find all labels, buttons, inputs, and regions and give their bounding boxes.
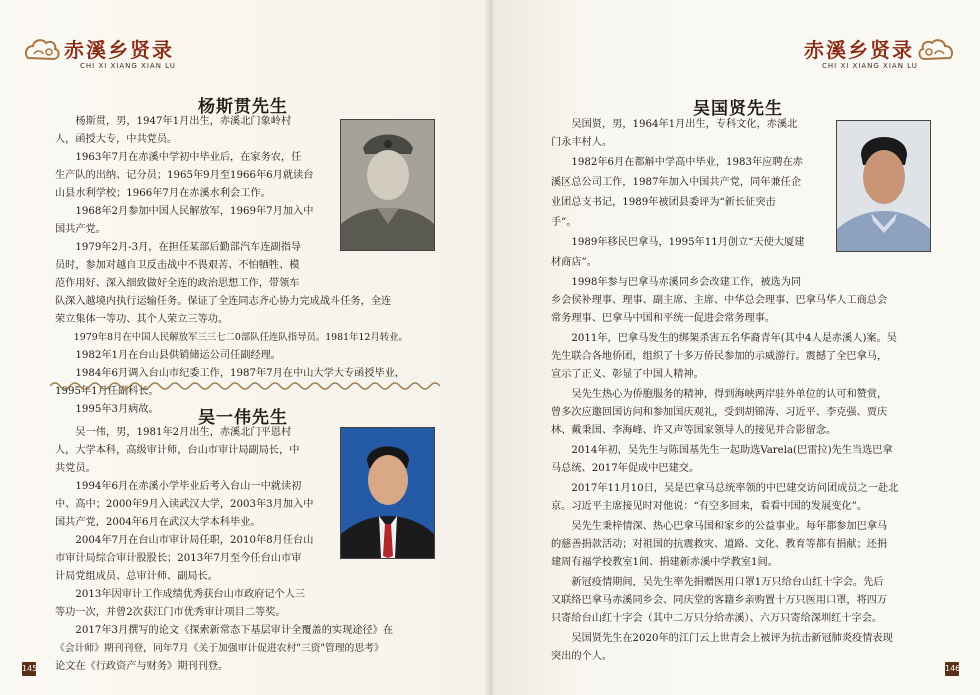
header-subtitle: CHI XI XIANG XIAN LU (80, 62, 176, 70)
bio-line: 队深入越境内执行运输任务。保证了全连同志齐心协力完成战斗任务，全连 (55, 296, 392, 307)
bio-line: 1982年6月在都斛中学高中毕业，1983年应聘在赤 (571, 157, 803, 168)
page-number-left: 145 (22, 662, 36, 676)
bio-line: 宣示了正义、彰显了中国人精神。 (551, 369, 704, 380)
bio-line: 的慈善捐款活动；对祖国的抗震救灾、道路、文化、教育等都有捐献；还捐 (551, 539, 888, 550)
bio-line: 吴一伟，男，1981年2月出生，赤溪北门平恩村 (75, 427, 292, 438)
scroll-divider-icon (50, 381, 440, 391)
bio-line: 共党员。 (55, 463, 96, 474)
right-page (490, 0, 980, 695)
bio-line: 1995年1月任副科长。 (55, 386, 159, 397)
bio-line: 1968年2月参加中国人民解放军，1969年7月加入中 (75, 206, 314, 217)
bio-line: 只寄给台山红十字会（其中二万只分给赤溪）、六万只寄给深圳红十字会。 (551, 613, 883, 624)
bio-line: 建周有福学校教室1间、捐建新赤溪中学教室1间。 (551, 557, 778, 568)
header-title: 赤溪乡贤录 (64, 38, 174, 62)
bio-line: 2017年3月撰写的论文《探索新常态下基层审计全覆盖的实现途径》在 (75, 625, 394, 636)
cloud-ornament-icon (22, 32, 62, 72)
bio-line: 1998年参与巴拿马赤溪同乡会改建工作，被选为同 (571, 277, 802, 288)
bio-line: 常务理事、巴拿马中国和平统一促进会常务理事。 (551, 313, 776, 324)
book-gutter (484, 0, 496, 695)
bio-line: 又联络巴拿马赤溪同乡会、同庆堂的客籍乡亲购置十万只医用口罩，将四万 (551, 595, 888, 606)
bio-line: 1984年6月调入台山市纪委工作，1987年7月在中山大学大专函授毕业， (75, 368, 406, 379)
bio-line: 突出的个人。 (551, 651, 613, 662)
bio-line: 等功一次，并曾2次获江门市优秀审计项目二等奖。 (55, 607, 286, 618)
bio-line: 曾多次应邀回国访问和参加国庆观礼，受到胡锦涛、习近平、李克强、贾庆 (551, 407, 888, 418)
biography-wu-guoxian (551, 116, 933, 666)
bio-line: 论文在《行政资产与财务》期刊刊登。 (55, 661, 229, 672)
bio-line: 业团总支书记，1989年被团县委评为“新长征突击 (551, 197, 776, 208)
bio-line: 国共产党，2004年6月在武汉大学本科毕业。 (55, 517, 261, 528)
bio-line: 2014年初，吴先生与陈国基先生一起助选Varela(巴雷拉)先生当选巴拿 (571, 445, 893, 456)
biography-yang (55, 113, 435, 419)
bio-line: 1979年8月在中国人民解放军三三七二0部队任连队指导员。1981年12月转业。 (73, 332, 408, 343)
bio-line: 中、高中；2000年9月入读武汉大学，2003年3月加入中 (55, 499, 314, 510)
biography-wu-yiwei (55, 424, 435, 676)
person-name-wu-guoxian: 吴国贤先生 (693, 99, 783, 119)
bio-line: 吴先生秉梓情深、热心巴拿马国和家乡的公益事业。每年都参加巴拿马 (571, 521, 888, 532)
bio-line: 吴先生热心为侨胞服务的精神，得到海峡两岸驻外单位的认可和赞赏， (571, 389, 888, 400)
person-name-yang: 杨斯贯先生 (198, 97, 288, 117)
bio-line: 市审计局综合审计股股长；2013年7月至今任台山市审 (55, 553, 302, 564)
bio-line: 林、戴秉国、李海峰、许又声等国家领导人的接见并合影留念。 (551, 425, 837, 436)
bio-line: 荣立集体一等功、其个人荣立三等功。 (55, 314, 229, 325)
cloud-ornament-icon (916, 32, 956, 72)
bio-line: 2017年11月10日，吴是巴拿马总统率领的中巴建交访问团成员之一赴北 (571, 483, 899, 494)
bio-line: 手”。 (551, 217, 577, 228)
header-subtitle-right: CHI XI XIANG XIAN LU (822, 62, 918, 70)
bio-line: 国共产党。 (55, 224, 106, 235)
bio-line: 2004年7月在台山市审计局任职，2010年8月任台山 (75, 535, 314, 546)
bio-line: 1979年2月-3月，在担任某部后勤部汽车连副指导 (75, 242, 302, 253)
bio-line: 人，大学本科，高级审计师，台山市审计局副局长，中 (55, 445, 300, 456)
bio-line: 吴国贤，男，1964年1月出生，专科文化，赤溪北 (571, 119, 798, 130)
bio-line: 马总统、2017年促成中巴建交。 (551, 463, 700, 474)
page-number-right: 146 (945, 662, 959, 676)
bio-line: 范作用好、深入细致做好全连的政治思想工作，带领车 (55, 278, 300, 289)
bio-line: 生产队的出纳、记分员；1965年9月至1966年6月就读台 (55, 170, 314, 181)
bio-line: 乡会侯补理事、理事、副主席、主席、中华总会理事、巴拿马华人工商总会 (551, 295, 888, 306)
bio-line: 《会计师》期刊刊登，同年7月《关于加强审计促进农村"三资"管理的思考》 (55, 643, 384, 654)
bio-line: 新冠疫情期间，吴先生率先捐赠医用口罩1万只给台山红十字会。先后 (571, 577, 884, 588)
bio-line: 溪区总公司工作，1987年加入中国共产党，同年兼任企 (551, 177, 802, 188)
bio-line: 1982年1月在台山县供销储运公司任副经理。 (75, 350, 281, 361)
bio-line: 1994年6月在赤溪小学毕业后考入台山一中就读初 (75, 481, 302, 492)
header-title-right: 赤溪乡贤录 (804, 38, 914, 62)
bio-line: 先生联合各地侨团，组织了十多万侨民参加的示威游行。震撼了全巴拿马， (551, 351, 888, 362)
bio-line: 吴国贤先生在2020年的江门云上世青会上被评为抗击新冠肺炎疫情表现 (571, 633, 893, 644)
bio-line: 门永丰村人。 (551, 137, 613, 148)
bio-line: 计局党组成员、总审计师、副局长。 (55, 571, 218, 582)
header-logo (22, 30, 192, 74)
bio-line: 2011年，巴拿马发生的绑架杀害五名华裔青年(其中4人是赤溪人)案。吴 (571, 333, 897, 344)
bio-line: 员时，参加对越自卫反击战中不畏艰苦、不怕牺牲、模 (55, 260, 300, 271)
person-name-wu-yiwei: 吴一伟先生 (198, 408, 288, 428)
bio-line: 材商店”。 (551, 257, 597, 268)
bio-line: 京。习近平主席接见时对他说：“有空多回来，看看中国的发展变化”。 (551, 501, 868, 512)
bio-line: 杨斯贯，男，1947年1月出生，赤溪北门象岭村 (75, 116, 292, 127)
bio-line: 1989年移民巴拿马，1995年11月创立“天使大厦建 (571, 237, 805, 248)
bio-line: 2013年因审计工作成绩优秀获台山市政府记个人三 (75, 589, 306, 600)
header-logo-right (800, 30, 970, 74)
bio-line: 1995年3月病故。 (75, 404, 159, 415)
bio-line: 人，函授大专，中共党员。 (55, 134, 178, 145)
bio-line: 1963年7月在赤溪中学初中毕业后，在家务农，任 (75, 152, 302, 163)
bio-line: 山县水利学校；1966年7月在赤溪水利会工作。 (55, 188, 271, 199)
